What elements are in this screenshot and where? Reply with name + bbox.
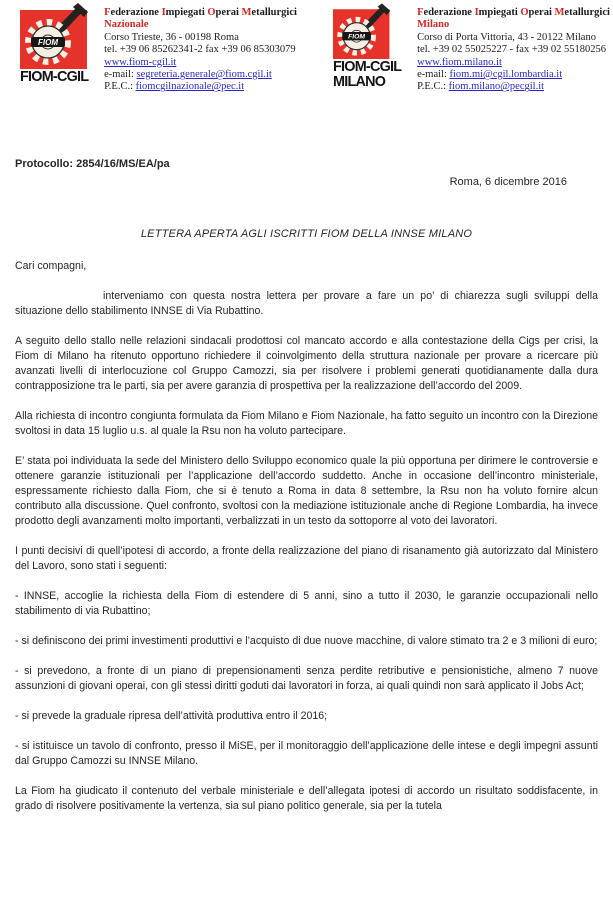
org-name: Federazione Impiegati Operai Metallurgici — [104, 7, 297, 18]
phone-line: tel. +39 02 55025227 - fax +39 02 55180256 — [417, 44, 606, 56]
letter-body-paragraphs — [15, 289, 598, 814]
logo-caption: FIOM-CGIL — [20, 68, 89, 85]
letterhead-milano — [333, 5, 613, 94]
letterhead-nazionale — [20, 5, 333, 94]
email-link[interactable]: fiom.mi@cgil.lombardia.it — [449, 69, 563, 81]
letterhead-nazionale-info — [104, 5, 297, 94]
svg-text:FIOM: FIOM — [348, 33, 366, 41]
branch-name: Milano — [417, 19, 450, 31]
pec-link[interactable]: fiom.milano@pecgil.it — [448, 81, 545, 93]
paragraph: La Fiom ha giudicato il contenuto del verbale ministeriale e dell’allegata ipotesi di accordo un risultato soddisfacente, in grado di risolvere positivamente la vertenza, sia sul piano politico generale, sia per la tutela — [15, 784, 598, 812]
salutation: Cari compagni, — [15, 259, 87, 272]
svg-text:FIOM: FIOM — [38, 38, 58, 47]
fiom-nazionale-logo — [20, 5, 91, 84]
address-line: Corso Trieste, 36 - 00198 Roma — [104, 31, 239, 43]
phone-line: tel. +39 06 85262341-2 fax +39 06 85303079 — [104, 44, 296, 56]
email-label: e-mail: — [104, 69, 134, 81]
pec-label: P.E.C.: — [104, 81, 134, 93]
org-name: Federazione Impiegati Operai Metallurgici — [417, 7, 610, 18]
logo-caption-city: MILANO — [333, 73, 386, 90]
paragraph: - si prevedono, a fronte di un piano di prepensionamenti senza perdite retributive e pensionistiche, almeno 7 nuove assunzioni di giovani operai, con gli stessi diritti goduti dai lavoratori in forza, ai quali quindi non sarà applicato il Jobs Act; — [15, 664, 598, 692]
fiom-gear-logo-icon — [333, 5, 392, 59]
protocol-line: Protocollo: 2854/16/MS/EA/pa — [15, 157, 170, 170]
paragraph: interveniamo con questa nostra lettera per provare a fare un po’ di chiarezza sugli sviluppi della situazione dello stabilimento INNSE di Via Rubattino. — [15, 289, 598, 317]
paragraph: - si prevede la graduale ripresa dell’attività produttiva entro il 2016; — [15, 709, 328, 722]
logo-caption: FIOM-CGIL — [333, 58, 402, 75]
paragraph: - si istituisce un tavolo di confronto, presso il MiSE, per il monitoraggio dell’applicazione delle intese e degli impegni assunti dal Gruppo Camozzi su INNSE Milano. — [15, 739, 598, 767]
fiom-gear-logo-icon — [20, 5, 90, 69]
letter-title: LETTERA APERTA AGLI ISCRITTI FIOM DELLA INNSE MILANO — [140, 227, 473, 240]
dateline: Roma, 6 dicembre 2016 — [449, 175, 567, 188]
email-link[interactable]: segreteria.generale@fiom.cgil.it — [136, 69, 272, 81]
paragraph: - si definiscono dei primi investimenti produttivi e l’acquisto di due nuove macchine, di valore stimato tra 2 e 3 milioni di euro; — [15, 634, 598, 647]
letterhead-row — [0, 0, 613, 94]
address-line: Corso di Porta Vittoria, 43 - 20122 Milano — [417, 31, 596, 43]
letterhead-milano-info — [417, 5, 610, 94]
website-link[interactable]: www.fiom.milano.it — [417, 56, 502, 68]
letter-body — [15, 259, 598, 814]
pec-label: P.E.C.: — [417, 81, 447, 93]
paragraph: - INNSE, accoglie la richiesta della Fiom di estendere di 5 anni, sino a tutto il 2030, le garanzie occupazionali nello stabilimento di via Rubattino; — [15, 589, 598, 617]
fiom-milano-logo — [333, 5, 404, 89]
paragraph: A seguito dello stallo nelle relazioni sindacali prodottosi col mancato accordo e alla contestazione della Cigs per crisi, la Fiom di Milano ha ritenuto opportuno richiedere il coinvolgimento della struttura nazionale per provare a ricercare più avanzati livelli di interlocuzione col Gruppo Camozzi, sia per risolvere i problemi generati quotidianamente dalla dura contrapposizione tra le parti, sia per avere garanzia di prospettiva per la realizzazione dell’accordo del 2009. — [15, 334, 598, 392]
pec-link[interactable]: fiomcgilnazionale@pec.it — [135, 81, 245, 93]
paragraph: Alla richiesta di incontro congiunta formulata da Fiom Milano e Fiom Nazionale, ha fatto seguito un incontro con la Direzione svoltosi in data 15 luglio u.s. al quale la Rsu non ha voluto partecipare. — [15, 409, 598, 437]
branch-name: Nazionale — [104, 19, 149, 31]
paragraph: E’ stata poi individuata la sede del Ministero dello Sviluppo economico quale la più opportuna per dirimere le controversie e ottenere garanzie istituzionali per l’applicazione dell’accordo suddetto. Anche in occasione dell’incontro ministeriale, espressamente richiesto dalla Fiom, che si è tenuto a Roma in data 8 settembre, la Rsu non ha voluto fornire alcun contributo alla discussione. Quel confronto, svoltosi con la mediazione istituzionale anche di Regione Lombardia, ha invece prodotto degli avanzamenti molto importanti, verbalizzati in un testo da sottoporre al voto dei lavoratori. — [15, 454, 598, 527]
email-label: e-mail: — [417, 69, 447, 81]
paragraph: I punti decisivi di quell’ipotesi di accordo, a fronte della realizzazione del piano di risanamento già autorizzato dal Ministero del Lavoro, sono stati i seguenti: — [15, 544, 598, 572]
website-link[interactable]: www.fiom-cgil.it — [104, 56, 177, 68]
